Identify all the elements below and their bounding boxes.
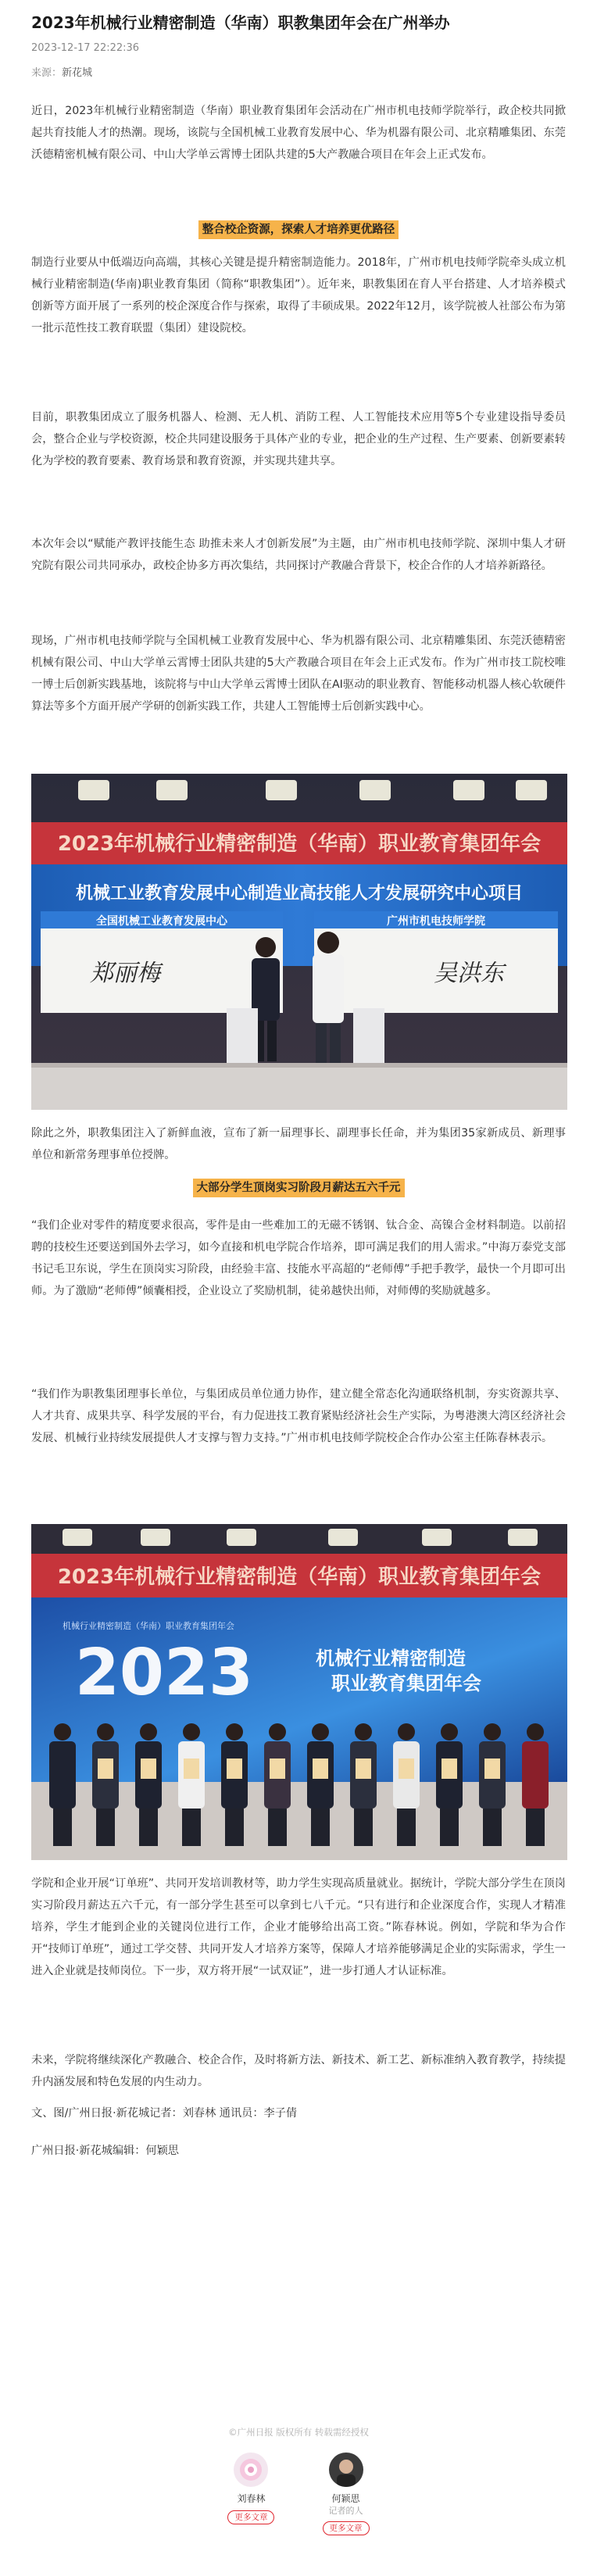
paragraph-6: 除此之外，职教集团注入了新鲜血液，宣布了新一届理事长、副理事长任命，并为集团35家新成员、新理事单位和新常务理事单位授牌。 [31,1127,566,1161]
left-board-title: 全国机械工业教育发展中心 [96,915,227,928]
author-name: 何颖思 [331,2493,360,2504]
paragraph-2: 制造行业要从中低端迈向高端，其核心关键是提升精密制造能力。2018年，广州市机电技师学院牵头成立机械行业精密制造(华南)职业教育集团（简称“职教集团”）。近年来，职教集团在育人平台搭建、人才培养模式创新等方面开展了一系列的校企深度合作与探索，取得了丰硕成果。2022年12月，该学院被人社部公布为第一批示范性技工教育联盟（集团）建设院校。 [31,256,566,335]
more-articles-button[interactable]: 更多文章 [323,2521,370,2535]
award-recipient [350,1723,377,1846]
screen-sub-line-2: 职业教育集团年会 [331,1673,481,1694]
banner-text: 2023年机械行业精密制造（华南）职业教育集团年会 [57,832,542,856]
paragraph-intro: 近日，2023年机械行业精密制造（华南）职业教育集团年会活动在广州市机电技师学院举行，政企校共同掀起共育技能人才的热潮。现场，该院与全国机械工业教育发展中心、华为机器有限公司、北京精雕集团、东莞沃德精密机械有限公司、中山大学单云霄博士团队共建的5大产教融合项目在年会上正式发布。 [31,105,566,161]
highlight-heading: 大部分学生顶岗实习阶段月薪达五六千元 [193,1179,405,1197]
award-recipient [522,1723,549,1846]
big-year-text: 2023 [74,1636,254,1710]
award-recipient [436,1723,463,1846]
group-award-illustration [31,1524,567,1860]
project-line-text: 机械工业教育发展中心制造业高技能人才发展研究中心项目 [75,884,524,903]
award-recipient [92,1723,119,1846]
small-screen-line: 机械行业精密制造（华南）职业教育集团年会 [63,1621,234,1631]
paragraph-10: 未来，学院将继续深化产教融合、校企合作，及时将新方法、新技术、新工艺、新标准纳入教育教学，持续提升内涵发展和特色发展的内生动力。 [31,2054,566,2088]
paragraph-9: 学院和企业开展“订单班”、共同开发培训教材等，助力学生实现高质量就业。据统计，学院大部分学生在顶岗实习阶段月薪达五六千元，有一部分学生甚至可以拿到七八千元。“只有进行和企业深度合作，实现人才精准培养，学生才能到企业的关键岗位进行工作，企业才能够给出高工资。”陈春林说。例如，学院和华为合作开“技师订单班”，通过工学交替、共同开发人才培养方案等，保障人才培养能够满足企业的实际需求，学生一进入企业就是技师岗位。下一步，双方将开展“一试双证”，进一步打通人才认证标准。 [31,1877,566,1977]
award-recipient [135,1723,162,1846]
left-signature: 郑丽梅 [90,960,160,987]
publish-date: 2023-12-17 22:22:36 [31,42,140,54]
author-name: 刘春林 [237,2493,266,2504]
article-source [31,64,92,79]
author-card[interactable] [310,2446,382,2535]
article-title: 2023年机械行业精密制造（华南）职教集团年会在广州举办 [31,13,450,32]
reporter-credit: 文、图/广州日报·新花城记者：刘春林 通讯员：李子倩 [31,2107,298,2120]
award-recipient [49,1723,76,1846]
award-recipient [393,1723,420,1846]
award-recipient [221,1723,248,1846]
section-heading-2 [31,1179,566,1197]
more-articles-button[interactable]: 更多文章 [227,2510,274,2524]
section-heading-1 [31,220,566,239]
avatar [234,2453,268,2487]
source-label: 来源： [31,67,63,79]
signing-ceremony-illustration [31,774,567,1110]
banner-text: 2023年机械行业精密制造（华南）职业教育集团年会 [57,1565,542,1589]
paragraph-5: 现场，广州市机电技师学院与全国机械工业教育发展中心、华为机器有限公司、北京精雕集团、东莞沃德精密机械有限公司、中山大学单云霄博士团队共建的5大产教融合项目在年会上正式发布。作为广州市技工院校唯一博士后创新实践基地，该院将与中山大学单云霄博士团队在AI驱动的职业教育、智能移动机器人核心软硬件算法等多个方面开展产学研的创新实践工作，共建人工智能博士后创新实践中心。 [31,635,566,713]
paragraph-3: 目前，职教集团成立了服务机器人、检测、无人机、消防工程、人工智能技术应用等5个专业建设指导委员会，整合企业与学校资源，校企共同建设服务于具体产业的专业，把企业的生产过程、生产要素、创新要素转化为学校的教育要素、教育场景和教育资源，并实现共建共享。 [31,411,566,467]
paragraph-8: “我们作为职教集团理事长单位，与集团成员单位通力协作，建立健全常态化沟通联络机制，夯实资源共享、人才共育、成果共享、科学发展的平台，有力促进技工教育紧贴经济社会生产实际，为粤港澳大湾区经济社会发展、机械行业持续发展提供人才支撑与智力支持。”广州市机电技师学院校企合作办公室主任陈春林表示。 [31,1388,566,1444]
award-recipient [264,1723,291,1846]
signing-ceremony-photo [31,774,567,1110]
source-name: 新花城 [62,67,93,79]
author-card[interactable] [215,2446,287,2524]
highlight-heading: 整合校企资源，探索人才培养更优路径 [198,220,399,239]
editor-credit: 广州日报·新花城编辑：何颖思 [31,2145,179,2157]
paragraph-7: “我们企业对零件的精度要求很高，零件是由一些难加工的无磁不锈钢、钛合金、高镍合金材料制造。以前招聘的技校生还要送到国外去学习，如今直接和机电学院合作培养，即可满足我们的用人需求。”中海万泰党支部书记毛卫东说，学生在顶岗实习阶段，由经验丰富、技能水平高超的“老师傅”手把手教学，最快一个月即可出师。为了激励“老师傅”倾囊相授，企业设立了奖励机制，徒弟越快出师，对师傅的奖励就越多。 [31,1219,566,1297]
award-recipient [307,1723,334,1846]
author-cards [0,2446,597,2535]
right-signature: 吴洪东 [434,960,504,987]
screen-sub-line: 机械行业精密制造 [316,1648,466,1669]
copyright-notice: ©广州日报 版权所有 转载需经授权 [228,2427,369,2438]
award-recipient [178,1723,205,1846]
paragraph-4: 本次年会以“赋能产教评技能生态 助推未来人才创新发展”为主题，由广州市机电技师学院、深圳中集人才研究院有限公司共同承办，政校企协多方再次集结，共同探讨产教融合背景下，校企合作的人才培养新路径。 [31,538,566,572]
award-recipient [479,1723,506,1846]
right-board-title: 广州市机电技师学院 [387,915,485,928]
group-award-photo [31,1524,567,1860]
avatar [329,2453,363,2487]
author-role: 记者的人 [328,2506,363,2516]
